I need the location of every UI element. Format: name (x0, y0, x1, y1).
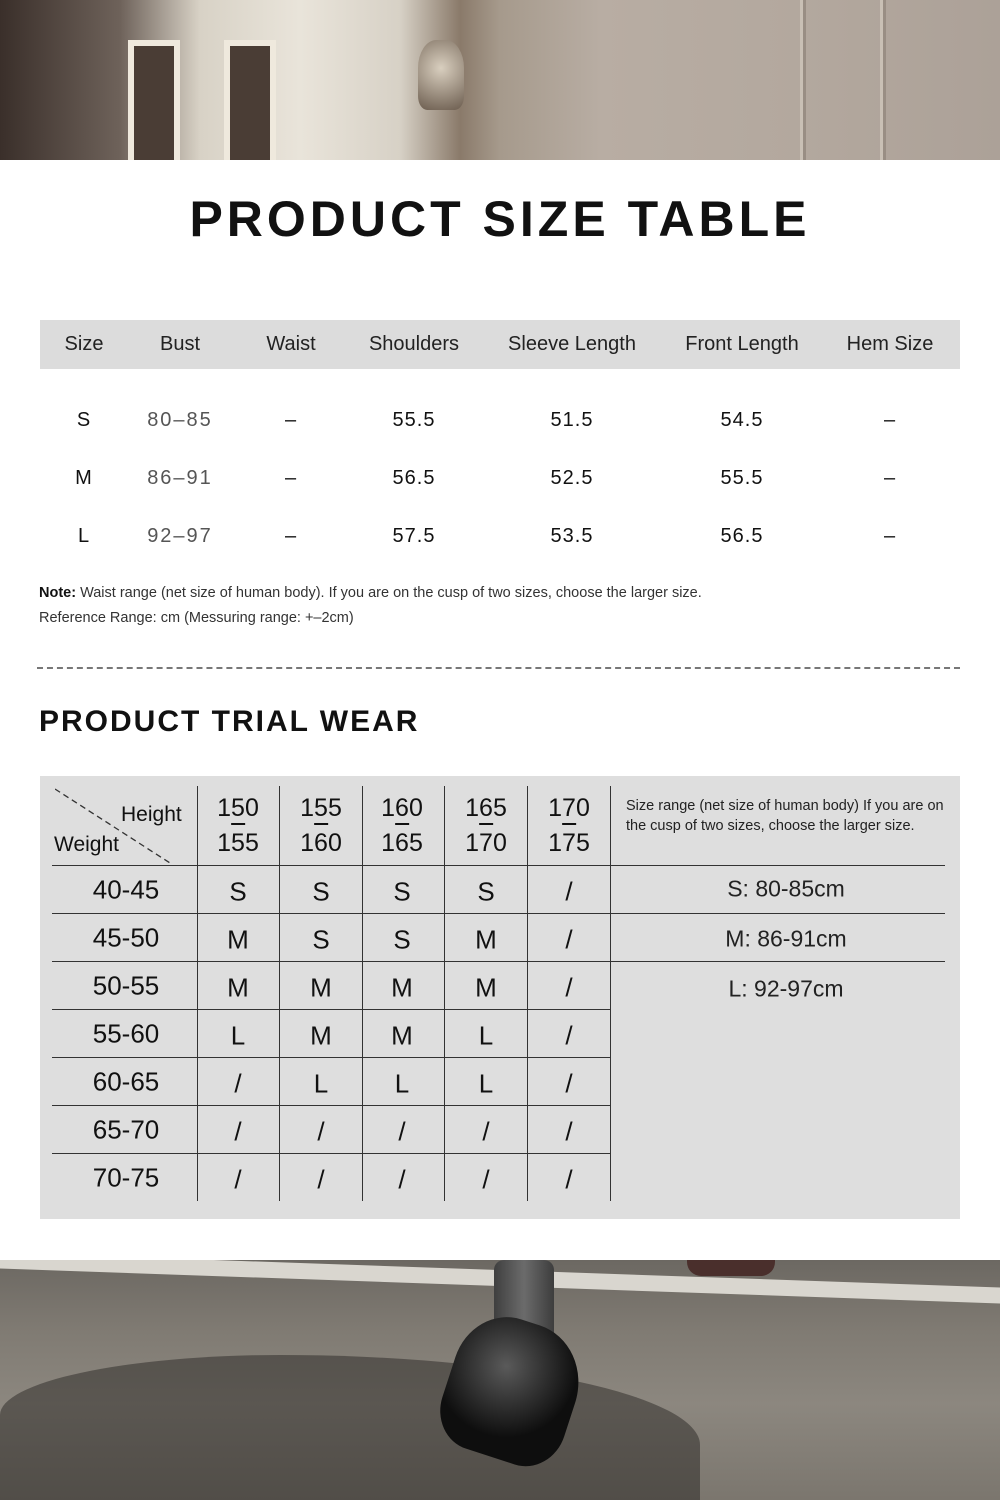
cell-size: M (75, 467, 93, 489)
size-cell: M (391, 972, 413, 1003)
cell-bust: 92–97 (147, 525, 213, 547)
size-cell: M (310, 1020, 332, 1051)
header-shoulders: Shoulders (368, 333, 460, 355)
cell-front-length: 56.5 (720, 525, 764, 547)
range-dash (395, 823, 409, 825)
height-column-header (381, 790, 423, 861)
size-cell: / (482, 1164, 490, 1195)
size-cell: L (478, 1020, 494, 1051)
cell-front-length: 54.5 (720, 409, 764, 431)
height-column-header (217, 790, 259, 861)
header-hem-size: Hem Size (846, 333, 934, 355)
top-photo (0, 0, 1000, 160)
size-cell: / (317, 1164, 325, 1195)
row-line (52, 1105, 610, 1106)
bottom-photo (0, 1260, 1000, 1500)
height-to: 155 (217, 829, 259, 857)
size-range-value: M: 86-91cm (725, 925, 847, 952)
header-bust: Bust (159, 333, 201, 355)
header-waist: Waist (266, 333, 316, 355)
size-cell: / (317, 1116, 325, 1147)
size-range-value: S: 80-85cm (727, 875, 845, 902)
row-line (52, 865, 945, 866)
size-cell: M (227, 924, 249, 955)
size-cell: M (391, 1020, 413, 1051)
range-dash (562, 823, 576, 825)
column-line (610, 786, 611, 1201)
size-cell: / (482, 1116, 490, 1147)
corner-height-label: Height (121, 803, 182, 826)
cell-sleeve-length: 53.5 (550, 525, 594, 547)
size-cell: S (229, 876, 247, 907)
pillar-shape (800, 0, 806, 160)
cell-waist: – (284, 409, 298, 431)
cell-shoulders: 57.5 (392, 525, 436, 547)
lamp-shape (418, 40, 464, 110)
height-column-header (465, 790, 507, 861)
size-cell: / (234, 1164, 242, 1195)
row-line (52, 1153, 610, 1154)
cell-shoulders: 56.5 (392, 467, 436, 489)
size-cell: / (234, 1068, 242, 1099)
size-cell: M (475, 972, 497, 1003)
bag-shape (687, 1260, 775, 1276)
height-column-header (548, 790, 590, 861)
range-dash (314, 823, 328, 825)
window-shape (224, 40, 276, 160)
size-cell: M (475, 924, 497, 955)
size-range-note: Size range (net size of human body) If you are on the cusp of two sizes, choose the larger size. (626, 798, 944, 834)
size-cell: S (393, 876, 411, 907)
size-cell: L (478, 1068, 494, 1099)
height-from: 155 (300, 794, 342, 822)
column-line (527, 786, 528, 1201)
height-to: 170 (465, 829, 507, 857)
height-from: 165 (465, 794, 507, 822)
weight-label: 40-45 (92, 874, 160, 905)
size-cell: S (477, 876, 495, 907)
size-cell: / (234, 1116, 242, 1147)
size-cell: / (565, 1020, 573, 1051)
size-cell: L (313, 1068, 329, 1099)
cell-hem-size: – (883, 525, 897, 547)
dashed-divider (37, 667, 960, 669)
range-dash (231, 823, 245, 825)
size-cell: / (398, 1116, 406, 1147)
size-cell: S (312, 876, 330, 907)
cell-size: S (76, 409, 92, 431)
header-size: Size (64, 333, 104, 355)
cell-hem-size: – (883, 409, 897, 431)
size-cell: M (310, 972, 332, 1003)
trial-wear-title: PRODUCT TRIAL WEAR (39, 705, 420, 738)
header-sleeve-length: Sleeve Length (508, 333, 636, 355)
window-shape (128, 40, 180, 160)
height-to: 165 (381, 829, 423, 857)
cell-sleeve-length: 51.5 (550, 409, 594, 431)
cell-shoulders: 55.5 (392, 409, 436, 431)
weight-label: 45-50 (92, 922, 160, 953)
cell-waist: – (284, 467, 298, 489)
size-cell: / (398, 1164, 406, 1195)
size-cell: / (565, 876, 573, 907)
table-row (40, 400, 960, 440)
height-column-header (300, 790, 342, 861)
size-cell: / (565, 1164, 573, 1195)
page-title: PRODUCT SIZE TABLE (189, 191, 811, 247)
table-row (40, 516, 960, 556)
size-cell: S (393, 924, 411, 955)
cell-front-length: 55.5 (720, 467, 764, 489)
height-from: 150 (217, 794, 259, 822)
size-cell: / (565, 972, 573, 1003)
size-table-header (40, 320, 960, 369)
note-label: Note: (39, 585, 77, 601)
shadow-shape (0, 1355, 700, 1500)
size-cell: / (565, 924, 573, 955)
cell-bust: 80–85 (147, 409, 213, 431)
size-range-value: L: 92-97cm (728, 975, 844, 1002)
weight-label: 70-75 (92, 1162, 160, 1193)
weight-label: 50-55 (92, 970, 160, 1001)
size-cell: L (230, 1020, 246, 1051)
size-cell: M (227, 972, 249, 1003)
range-dash (479, 823, 493, 825)
column-line (362, 786, 363, 1201)
column-line (279, 786, 280, 1201)
column-line (197, 786, 198, 1201)
size-cell: / (565, 1116, 573, 1147)
corner-weight-label: Weight (54, 833, 119, 856)
row-line (52, 1057, 610, 1058)
reference-range-note: Reference Range: cm (Messuring range: +–2cm) (39, 610, 354, 626)
weight-label: 60-65 (92, 1066, 160, 1097)
header-front-length: Front Length (685, 333, 799, 355)
cell-bust: 86–91 (147, 467, 213, 489)
height-from: 170 (548, 794, 590, 822)
cell-hem-size: – (883, 467, 897, 489)
height-to: 160 (300, 829, 342, 857)
weight-label: 65-70 (92, 1114, 160, 1145)
row-line (52, 913, 945, 914)
height-to: 175 (548, 829, 590, 857)
note-text: Waist range (net size of human body). If you are on the cusp of two sizes, choose the larger size. (76, 585, 702, 601)
row-line (52, 1009, 610, 1010)
size-cell: / (565, 1068, 573, 1099)
column-line (444, 786, 445, 1201)
cell-sleeve-length: 52.5 (550, 467, 594, 489)
cell-waist: – (284, 525, 298, 547)
size-cell: S (312, 924, 330, 955)
height-from: 160 (381, 794, 423, 822)
row-line (52, 961, 945, 962)
size-cell: L (394, 1068, 410, 1099)
table-row (40, 458, 960, 498)
cell-size: L (77, 525, 91, 547)
size-note (39, 585, 702, 601)
weight-label: 55-60 (92, 1018, 160, 1049)
pillar-shape (880, 0, 886, 160)
